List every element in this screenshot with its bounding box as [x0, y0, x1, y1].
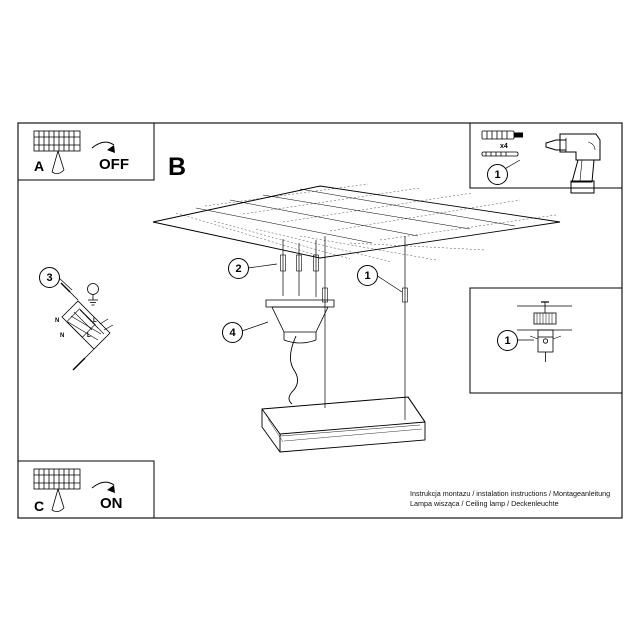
- panel-right-mid-frame: [470, 288, 622, 393]
- callout-3-wiring: 3: [39, 267, 60, 288]
- callout-1-cable: 1: [357, 265, 378, 286]
- ceiling-grid: [153, 184, 560, 262]
- panel-a-state: OFF: [99, 156, 129, 173]
- quantity-label: x4: [500, 143, 508, 150]
- canopy-box: [266, 300, 334, 404]
- terminal-label-l-right: L: [93, 318, 97, 324]
- terminal-label-n-left: N: [55, 318, 60, 324]
- sheet-frame: [18, 123, 622, 518]
- callout-1-drill: 1: [487, 164, 508, 185]
- footer-line-1: Instrukcja montazu / instalation instructions / Montageanleitung: [410, 489, 611, 498]
- panel-c-letter: C: [34, 498, 45, 514]
- terminal-label-n-lower: N: [60, 333, 65, 339]
- callout-leaders: [58, 160, 534, 340]
- panel-a-letter: A: [34, 158, 45, 174]
- footer-text: [410, 489, 610, 509]
- panel-c-state: ON: [100, 495, 123, 512]
- callout-4-canopy: 4: [222, 322, 243, 343]
- ceiling-screw-mount-icon: [517, 302, 572, 362]
- linear-luminaire: [262, 397, 425, 452]
- panel-b-letter: B: [168, 153, 187, 181]
- callout-1-mount: 1: [497, 330, 518, 351]
- terminal-wiring-icon: [61, 283, 113, 370]
- suspension-cables: [281, 236, 408, 420]
- terminal-label-l-lower: L: [87, 333, 91, 339]
- callout-2-cable: 2: [228, 258, 249, 279]
- footer-line-2: Lampa wisząca / Ceiling lamp / Deckenleuchte: [410, 499, 559, 508]
